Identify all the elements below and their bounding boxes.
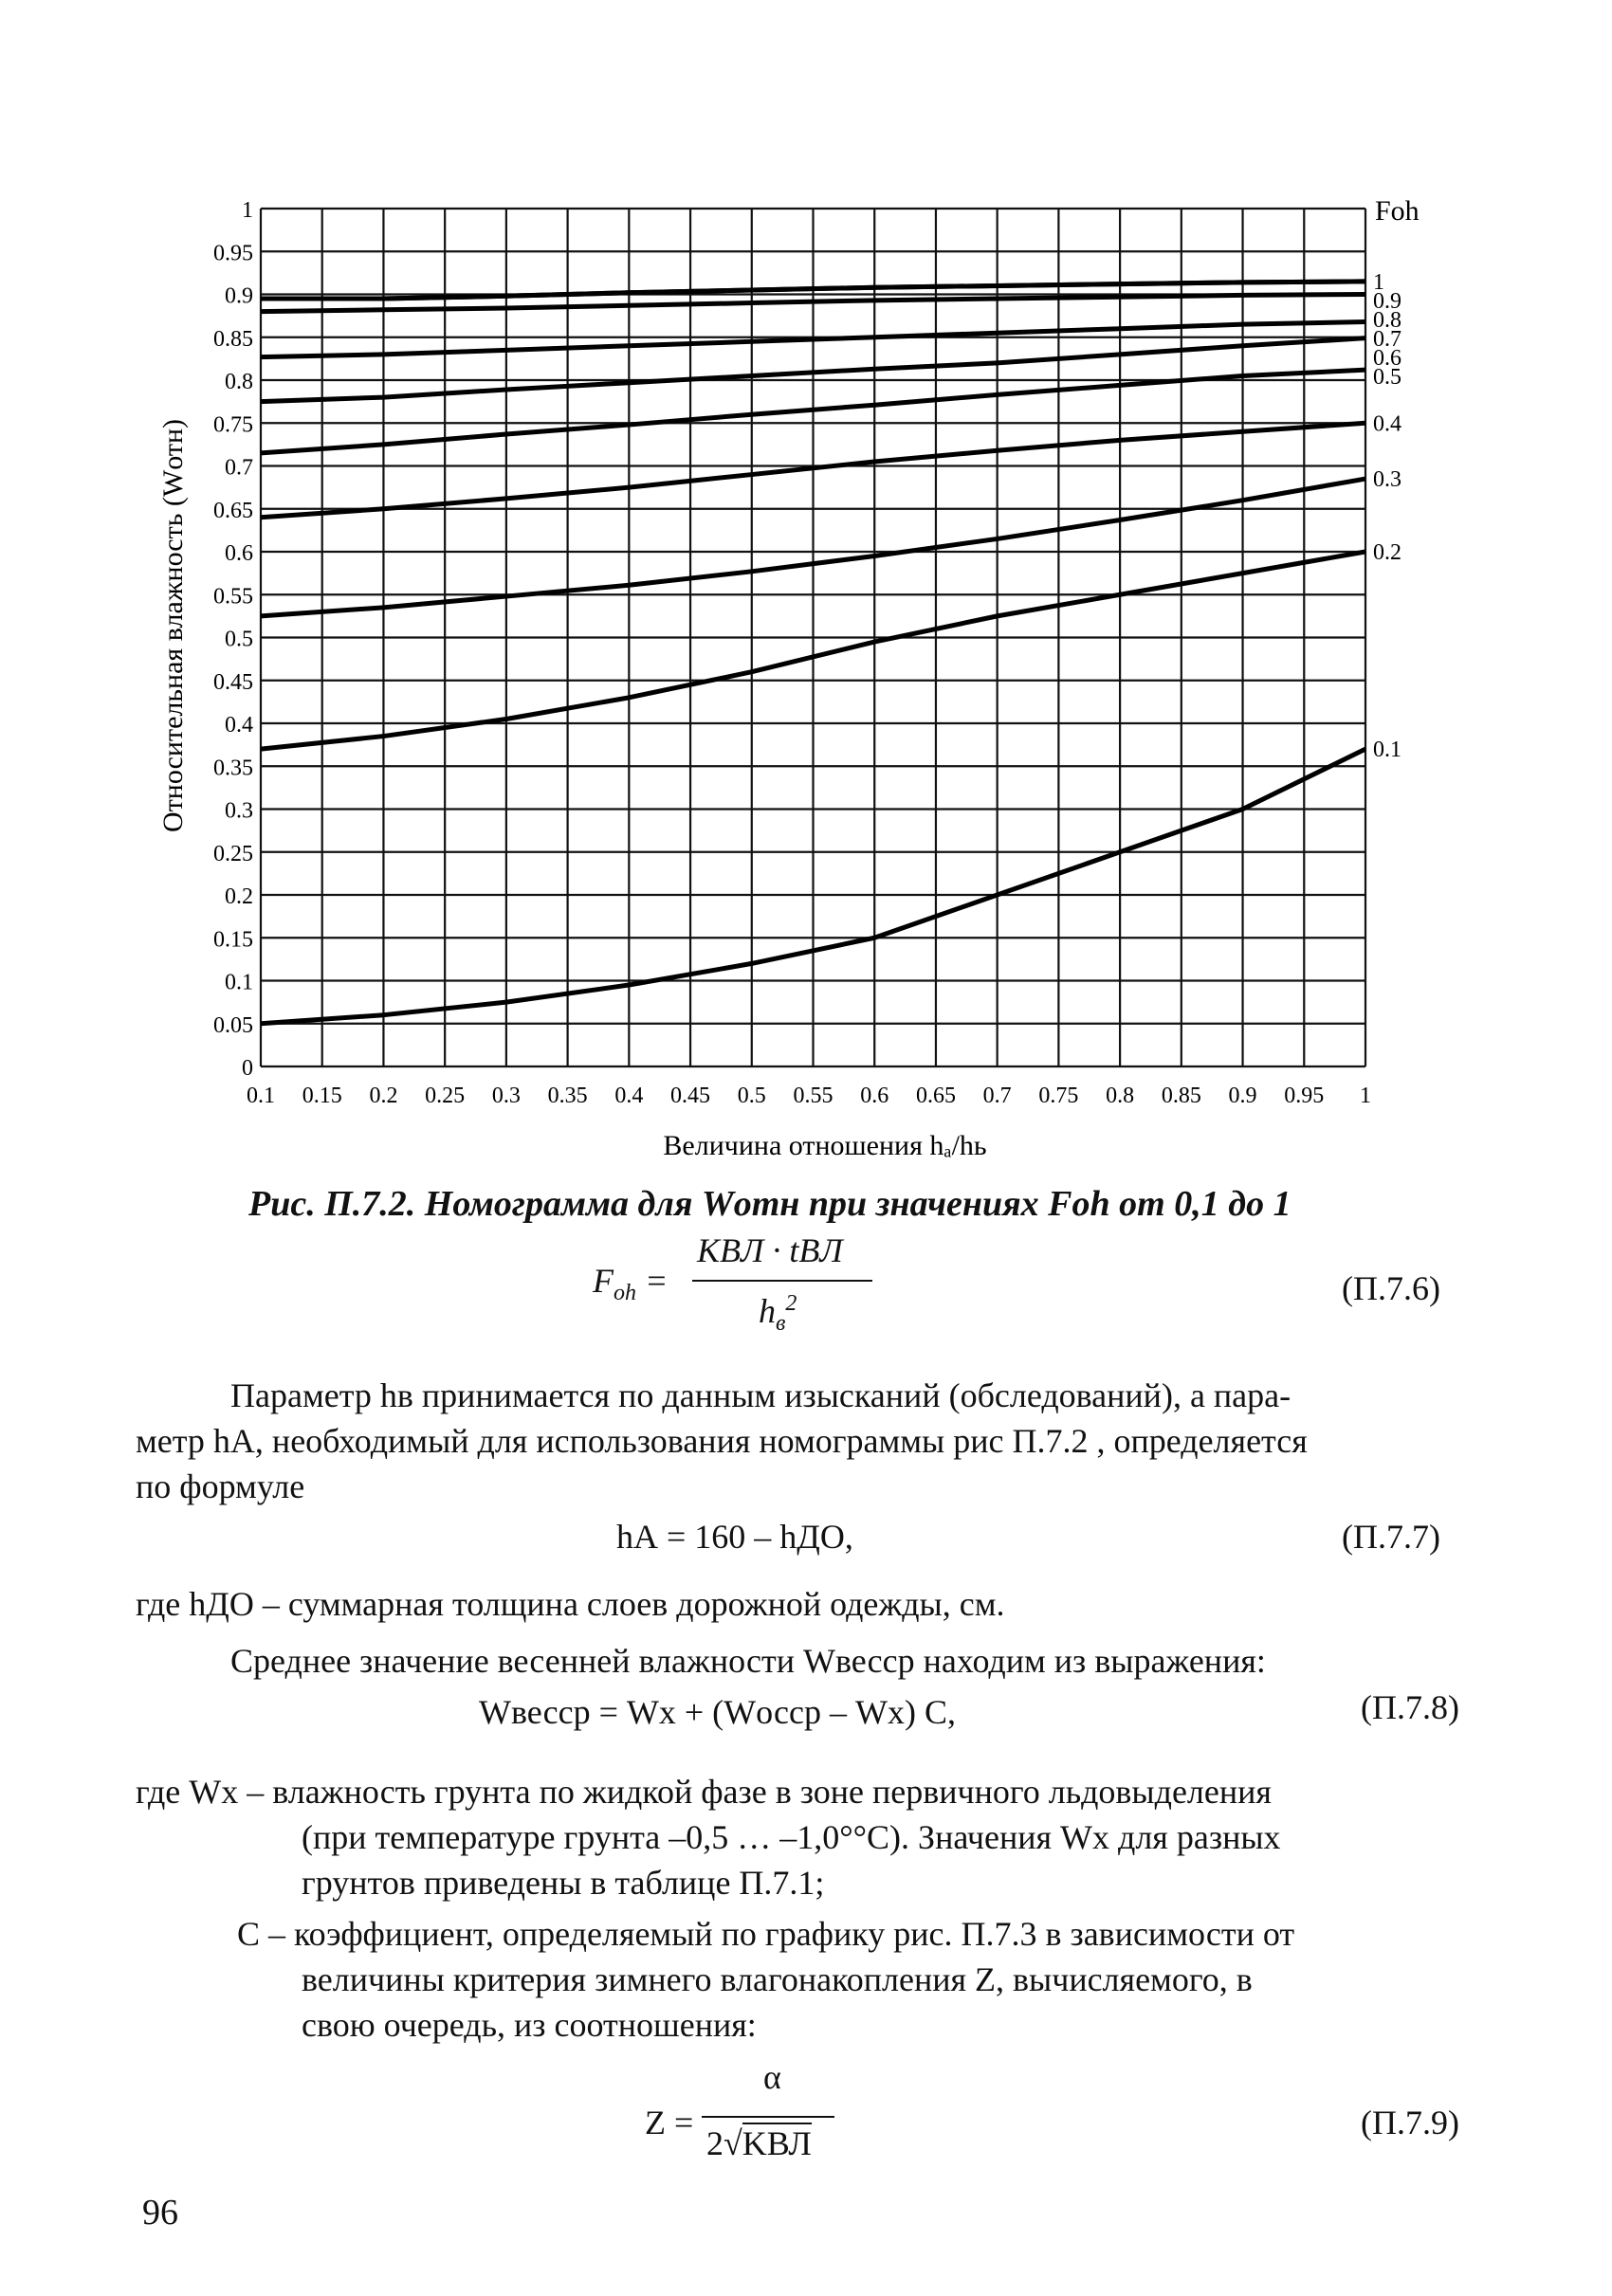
paragraph-4a: где Wх – влажность грунта по жидкой фазе в зоне первичного льдовыделения (136, 1773, 1272, 1811)
x-tick-label: 0.7 (982, 1084, 1012, 1108)
y-tick-label: 0.65 (213, 498, 253, 523)
x-tick-label: 1 (1360, 1084, 1371, 1108)
x-axis-label: Величина отношения hₐ/hь (663, 1130, 987, 1161)
y-axis-label: Относительная влажность (Wотн) (157, 419, 189, 832)
series-label: 0.1 (1373, 738, 1401, 763)
paragraph-5b: величины критерия зимнего влагонакопления Z, вычисляемого, в (302, 1960, 1253, 1998)
x-tick-label: 0.45 (670, 1084, 711, 1108)
eq6-lhs: $F_{oh}$ = (593, 1262, 669, 1306)
y-tick-label: 0.55 (213, 584, 253, 610)
eq9-numerator: α (763, 2058, 781, 2096)
paragraph-2: где hДО – суммарная толщина слоев дорожной одежды, см. (136, 1585, 1005, 1623)
series-label: 0.8 (1373, 307, 1401, 333)
eq6-denominator: $h_в^2$ (759, 1291, 797, 1337)
y-tick-label: 0.4 (225, 713, 253, 738)
x-tick-label: 0.3 (491, 1084, 521, 1108)
y-tick-label: 1 (242, 198, 253, 223)
series-label: 0.3 (1373, 467, 1401, 493)
page-number: 96 (142, 2193, 178, 2232)
eq9-fraction-bar (702, 2116, 834, 2118)
y-tick-label: 0.7 (225, 455, 253, 481)
eq9-denominator: 2√KВЛ (706, 2124, 812, 2162)
paragraph-3: Среднее значение весенней влажности Wвесср находим из выражения: (230, 1642, 1266, 1680)
y-tick-label: 0.5 (225, 627, 253, 652)
paragraph-4b: (при температуре грунта –0,5 … –1,0°°C). Значения Wх для разных (302, 1818, 1281, 1856)
paragraph-4c: грунтов приведены в таблице П.7.1; (302, 1864, 825, 1902)
x-tick-label: 0.2 (369, 1084, 398, 1108)
eq8-number: (П.7.8) (1361, 1688, 1459, 1726)
series-label: 0.9 (1373, 288, 1401, 314)
eq6-fraction-bar (692, 1280, 872, 1282)
x-tick-labels (247, 1084, 1371, 1108)
paragraph-1: Параметр hв принимается по данным изысканий (обследований), а пара- (230, 1376, 1291, 1414)
eq7-number: (П.7.7) (1342, 1518, 1440, 1556)
eq8: Wвесср = Wх + (Wосср – Wх) C, (479, 1693, 956, 1731)
y-tick-label: 0.45 (213, 669, 253, 695)
y-tick-label: 0.1 (225, 970, 253, 995)
x-tick-label: 0.85 (1161, 1084, 1201, 1108)
x-tick-label: 0.1 (247, 1084, 275, 1108)
paragraph-5a: С – коэффициент, определяемый по графику рис. П.7.3 в зависимости от (237, 1915, 1295, 1953)
x-tick-label: 0.6 (860, 1084, 889, 1108)
x-tick-label: 0.95 (1284, 1084, 1325, 1108)
series-label: 0.5 (1373, 364, 1401, 390)
y-tick-label: 0.85 (213, 326, 253, 352)
sqrt-icon: √ (724, 2124, 742, 2162)
eq7: hА = 160 – hДО, (616, 1518, 853, 1556)
eq9-lhs: Z = (645, 2104, 694, 2141)
series-labels (1373, 270, 1401, 762)
y-tick-label: 0.9 (225, 283, 253, 309)
x-tick-label: 0.25 (425, 1084, 466, 1108)
y-tick-label: 0.35 (213, 756, 253, 781)
y-tick-label: 0 (242, 1056, 253, 1081)
x-tick-label: 0.65 (915, 1084, 956, 1108)
series-label: 0.6 (1373, 345, 1401, 371)
x-tick-label: 0.55 (793, 1084, 833, 1108)
x-tick-label: 0.5 (737, 1084, 766, 1108)
y-tick-label: 0.2 (225, 884, 253, 909)
eq9-number: (П.7.9) (1361, 2104, 1459, 2141)
x-tick-label: 0.9 (1228, 1084, 1257, 1108)
y-tick-label: 0.75 (213, 412, 253, 438)
series-label: 0.7 (1373, 326, 1401, 352)
legend-title: Fоh (1375, 195, 1420, 227)
y-tick-labels (213, 198, 253, 1081)
y-tick-label: 0.3 (225, 798, 253, 824)
series-label: 0.4 (1373, 411, 1401, 437)
paragraph-1c: по формуле (136, 1467, 305, 1505)
y-tick-label: 0.05 (213, 1012, 253, 1038)
y-tick-label: 0.8 (225, 370, 253, 394)
y-tick-label: 0.15 (213, 927, 253, 953)
y-tick-label: 0.95 (213, 241, 253, 266)
series-label: 1 (1373, 269, 1384, 295)
y-tick-label: 0.6 (225, 541, 253, 566)
paragraph-5c: свою очередь, из соотношения: (302, 2006, 757, 2044)
x-tick-label: 0.15 (302, 1084, 342, 1108)
series-label: 0.2 (1373, 540, 1401, 565)
y-tick-label: 0.25 (213, 841, 253, 866)
eq6-number: (П.7.6) (1342, 1269, 1440, 1307)
paragraph-1b: метр hА, необходимый для использования номограммы рис П.7.2 , определяется (136, 1422, 1308, 1460)
x-tick-label: 0.35 (547, 1084, 588, 1108)
x-tick-label: 0.4 (614, 1084, 644, 1108)
eq6-numerator: KВЛ · tВЛ (697, 1231, 843, 1269)
x-tick-label: 0.75 (1038, 1084, 1079, 1108)
x-tick-label: 0.8 (1106, 1084, 1135, 1108)
figure-caption: Рис. П.7.2. Номограмма для Wотн при значениях Fоh от 0,1 до 1 (248, 1184, 1291, 1224)
